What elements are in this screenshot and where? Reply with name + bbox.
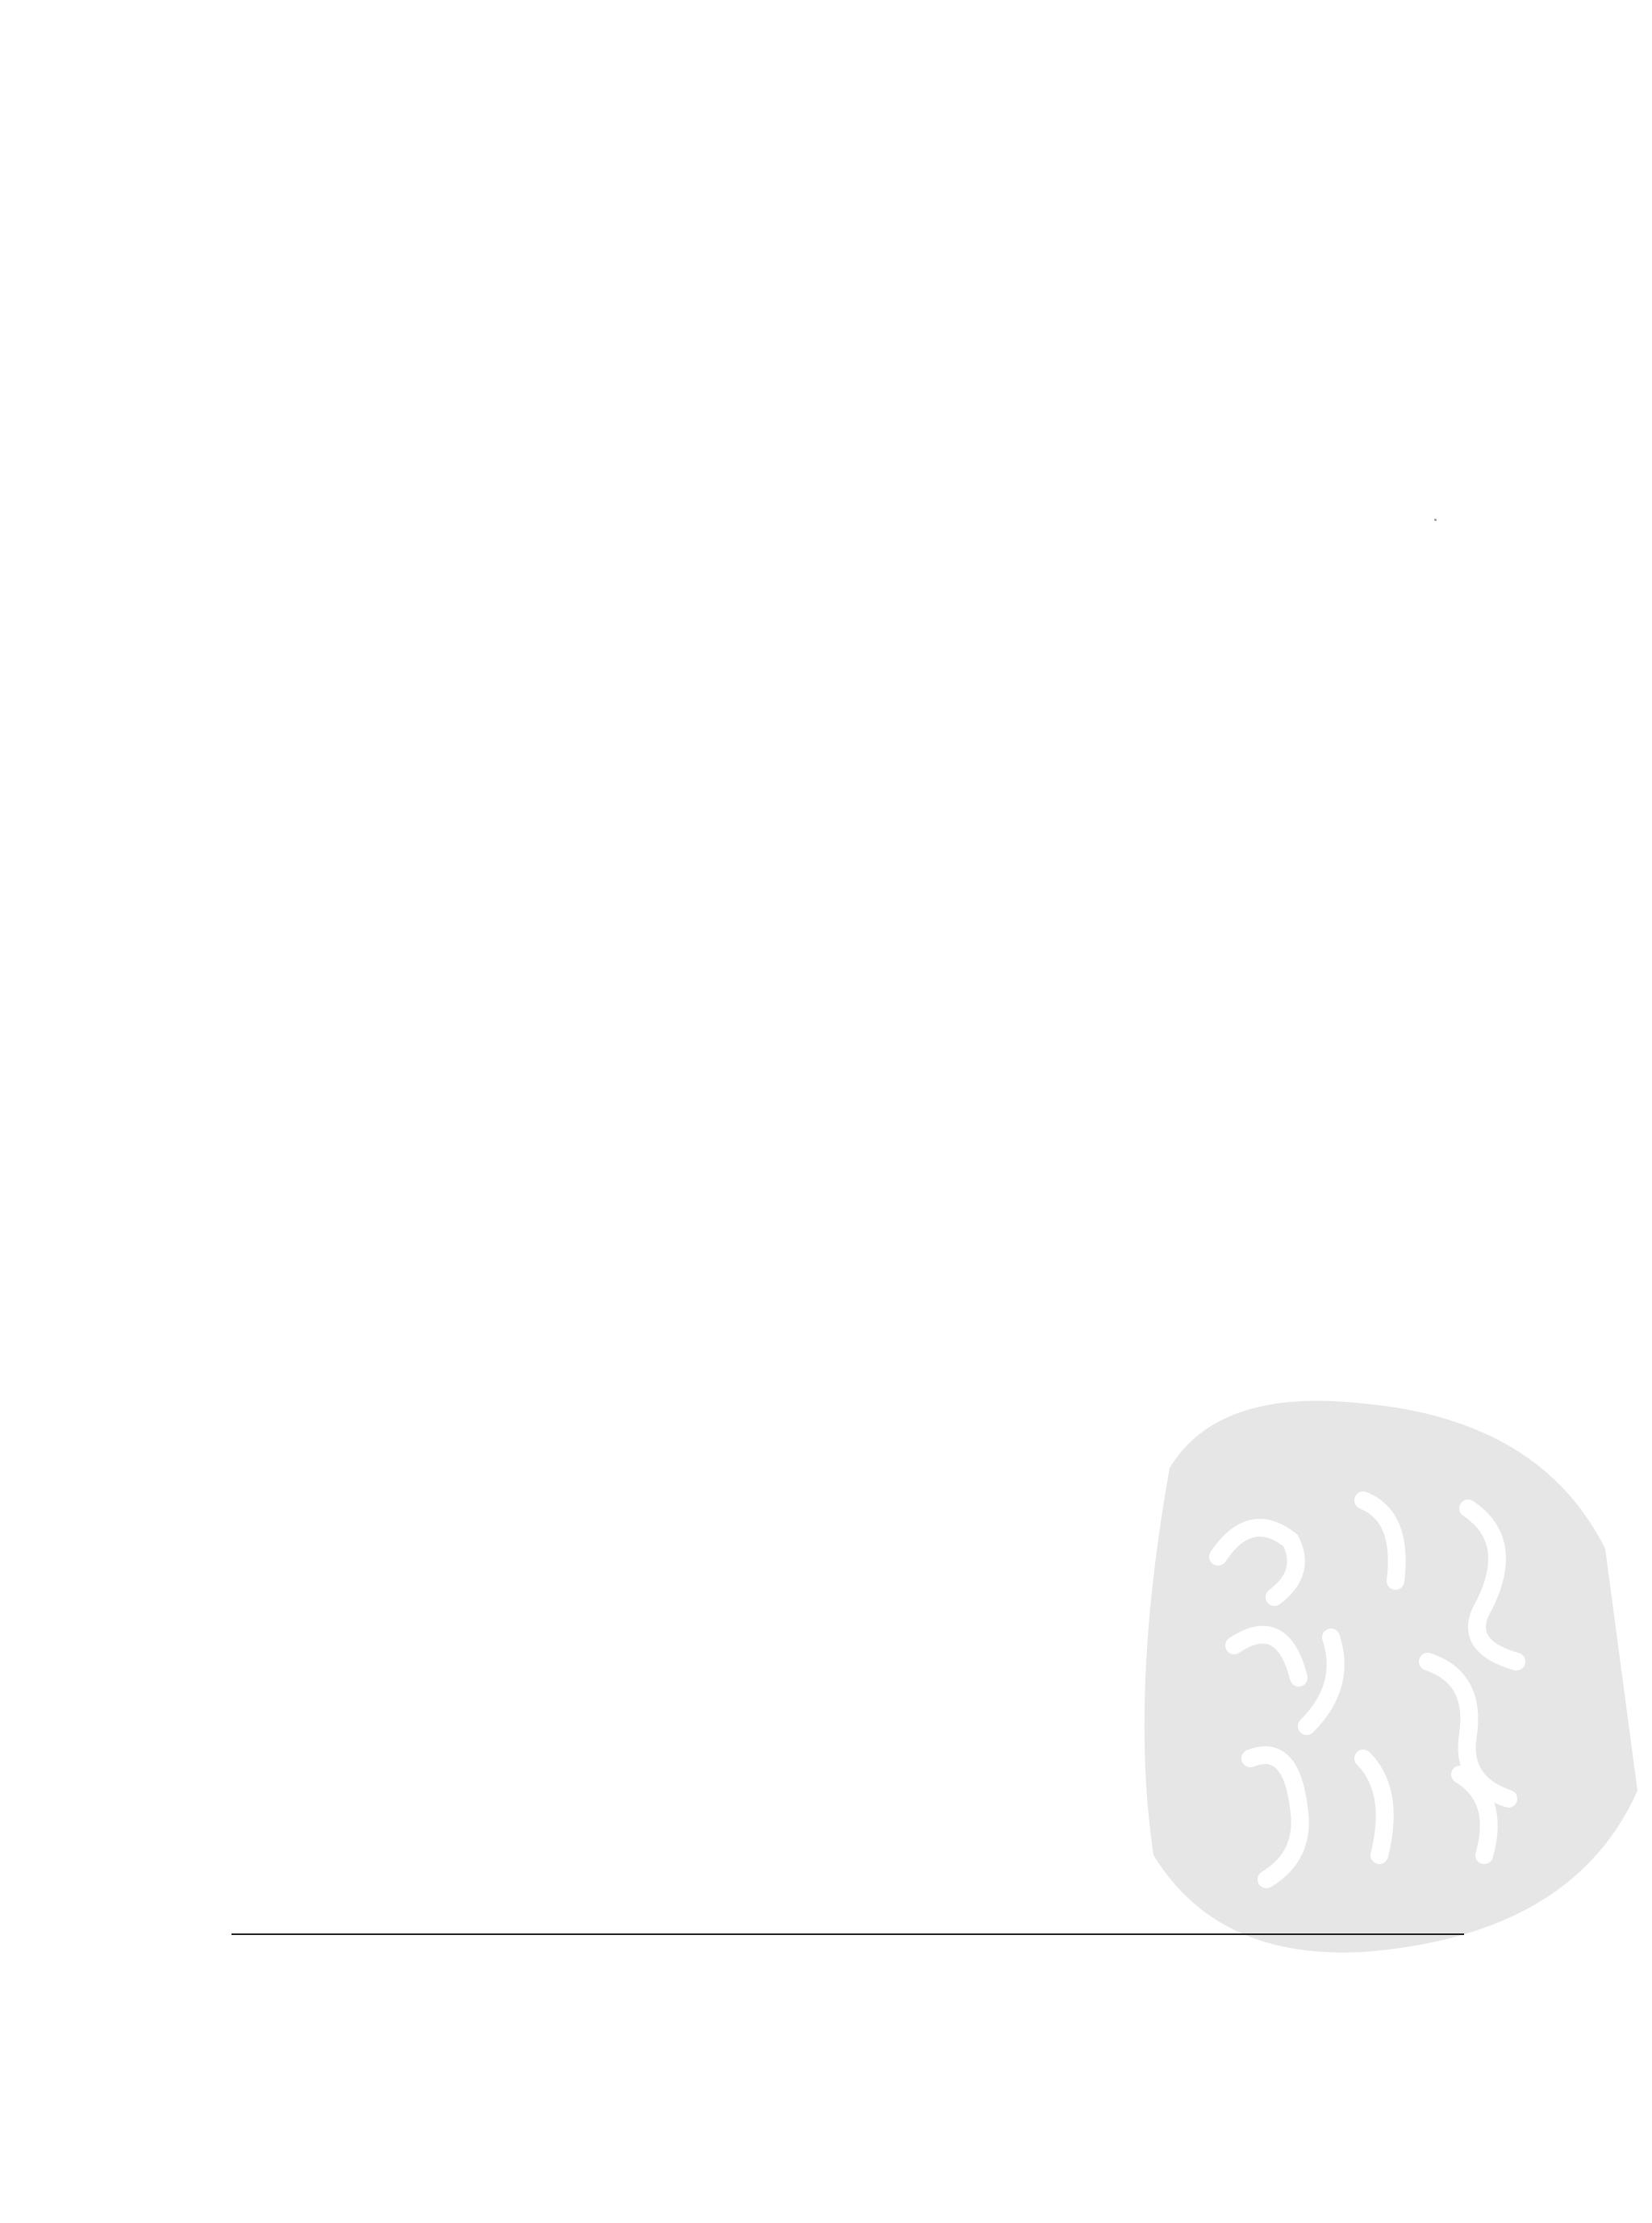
watermark-shape bbox=[1145, 1401, 1637, 1953]
footer-rule bbox=[232, 1933, 1464, 1935]
page-footer bbox=[232, 1936, 353, 1981]
scan-speck bbox=[1434, 519, 1437, 521]
watermark-seal bbox=[1121, 1371, 1646, 1968]
